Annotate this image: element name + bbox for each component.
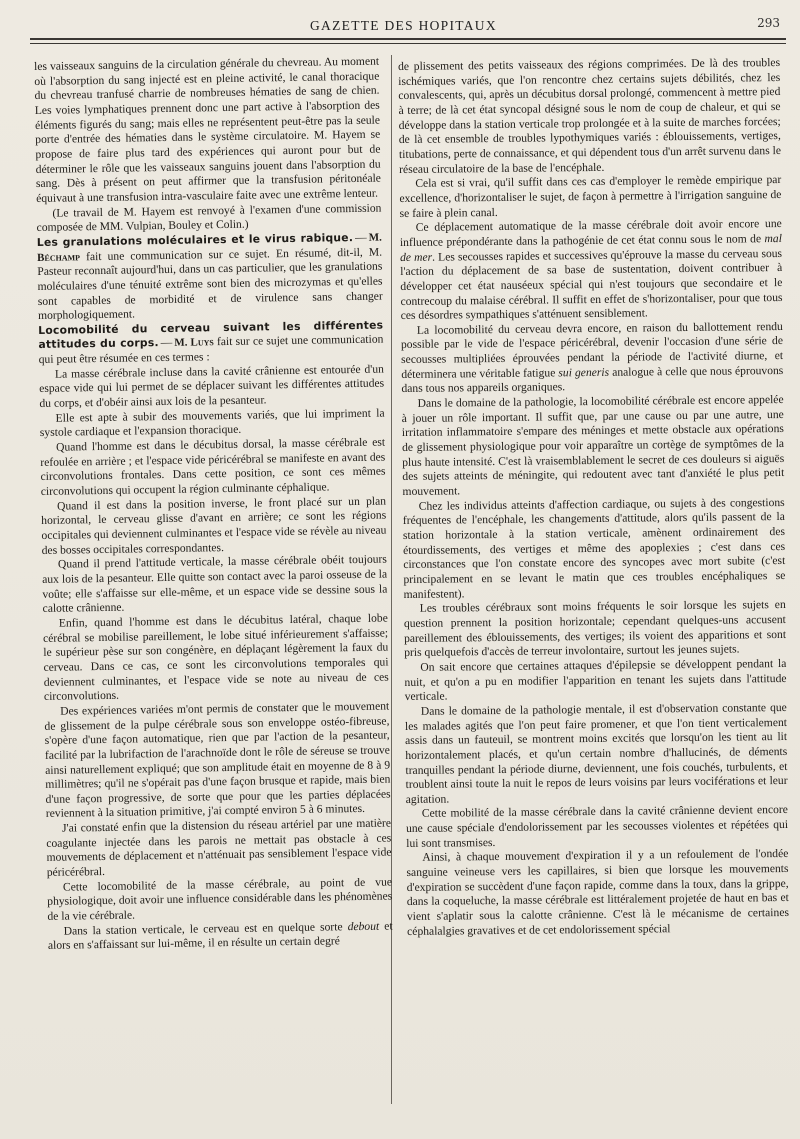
- text-run: Ce déplacement automatique de la masse cérébrale doit avoir encore une influence prépondérante dans la pathogénie de cet état connu sous le nom de: [399, 217, 782, 249]
- masthead-title: GAZETTE DES HOPITAUX: [310, 18, 497, 33]
- text-run: La locomobilité du cerveau devra encore, en raison du ballottement rendu possible par le vide de l'espace péricérébral, devenir l'occasion d'une série de secousses multipliées éprouvées pendant la période de l'activité diurne, et déterminera une véritable fatigue: [400, 319, 784, 381]
- paragraph: Dans le domaine de la pathologie, la locomobilité cérébrale est encore appelée à jouer un rôle important. Il suffit que, par une cause ou par une autre, une irritation inflammatoire s'empare des méninges et mette obstacle aux opérations de glissement physiologique pour voir apparaître un cortège de symptômes de la plus haute intensité. C'est là vraisemblablement le secret de ces douleurs si aiguës des sujets atteints de méningite, qui redoutent avec tant d'anxiété le plus petit mouvement.: [401, 393, 785, 499]
- text-run: et alors en s'affaissant sur lui-même, il en résulte un certain degré: [47, 919, 393, 953]
- section-title: Locomobilité du cerveau suivant les différentes attitudes du corps.: [38, 318, 384, 352]
- left-column: [34, 55, 396, 1135]
- text-run: Dans la station verticale, le cerveau est en quelque sorte: [63, 919, 343, 938]
- section-granulations: [37, 230, 383, 323]
- header-rule-thick: [30, 38, 786, 40]
- paragraph: Cela est si vrai, qu'il suffit dans ces cas d'employer le remède empirique par excellence, d'horizontaliser le sujet, de façon à permettre à l'irrigation sanguine de se faire à plein canal.: [399, 173, 782, 220]
- page-number: 293: [757, 16, 780, 30]
- paragraph: Chez les individus atteints d'affection cardiaque, ou sujets à des congestions fréquentes de l'encéphale, les changements d'attitude, alors qu'ils passent de la station horizontale à la station verticale, amènent ordinairement des étourdissements, des vertiges et même des apoplexies ; c'est dans ces circonstances que l'on constate encore des syncopes avec mort subite (c'est principalement en se levant le matin que ces troubles encéphaliques se manifestent).: [402, 495, 786, 601]
- section-text: fait une communication sur ce sujet. En résumé, dit-il, M. Pasteur reconnaît aujourd'hui, dans un cas particulier, que les granulations moléculaires d'une ténuité extrême sont bien des microzymas et qu'elles sont capables de morbidité et de virulence sans changer morphologiquement.: [37, 245, 383, 323]
- paragraph: Quand il prend l'attitude verticale, la masse cérébrale obéit toujours aux lois de la pesanteur. Elle quitte son contact avec la paroi osseuse de la voûte; elle s'affaisse sur elle-même, et un espace vide se dessine sous la calotte crânienne.: [42, 552, 388, 616]
- paragraph: [400, 217, 783, 324]
- paragraph: Dans le domaine de la pathologie mentale, il est d'observation constante que les malades agités que l'on peut faire promener, et que l'on tient verticalement assis dans un fauteuil, se montrent moins excités que lorsqu'on les tient au lit horizontalement placés, et qu'un certain nombre d'hallucinés, de déments tranquilles pendant la période diurne, deviennent, une fois couchés, turbulents, et troublent ainsi toute la nuit le repos de leurs voisins par leurs vociférations et leur agitation.: [404, 700, 788, 806]
- italic-text: sui generis: [558, 365, 610, 380]
- section-locomobilite: [38, 318, 384, 367]
- paragraph: (Le travail de M. Hayem est renvoyé à l'examen d'une commission composée de MM. Vulpian, Bouley et Colin.): [36, 201, 382, 235]
- header-rule-thin: [30, 43, 786, 44]
- paragraph: de plissement des petits vaisseaux des régions comprimées. De là des troubles ischémiques variés, que l'on rencontre chez certains sujets débilités, chez les convalescents, qui, après un décubitus dorsal prolongé, commencent à mettre pied à terre; de là cet état syncopal désigné sous le nom de coup de chaleur, et qui se développe dans la station verticale trop prolongée et à la suite de marches forcées; de là cet ensemble de troubles lypothymiques variés : éblouissements, vertiges, titubations, perte de connaissance, et qui dépendent tous d'un arrêt survenu dans le réseau circulatoire de la base de l'encéphale.: [398, 55, 782, 176]
- author-name: M. Béchamp: [37, 231, 382, 264]
- section-text: fait sur ce sujet une communication qui peut être résumée en ces termes :: [38, 333, 384, 367]
- text-run: . Les secousses rapides et successives qu'éprouve la masse du cerveau sous l'action du déplacement de sa base de sustentation, doivent contribuer à développer cet état nauséeux spécial qui n'est toujours que secondaire et le contrecoup du malaise cérébral. Il suffit en effet de s'horizontaliser, pour que tous ces désordres sympathiques s'atténuent sensiblement.: [400, 246, 783, 323]
- separator-dash: —: [160, 336, 173, 350]
- paragraph: Cette mobilité de la masse cérébrale dans la cavité crânienne devient encore une cause spéciale d'endolorissement par les secousses violentes et répétées qui lui sont transmises.: [405, 803, 789, 850]
- right-column: [398, 56, 791, 1135]
- paragraph: Quand l'homme est dans le décubitus dorsal, la masse cérébrale est refoulée en arrière ; et l'espace vide péricérébral se manifeste en avant des circonvolutions frontales. Dans cette position, ce sont ces mêmes circonvolutions qui occupent la région culminante céphalique.: [40, 435, 386, 498]
- italic-text: mal de mer: [399, 231, 782, 264]
- paragraph: Elle est apte à subir des mouvements variés, que lui impriment la systole cardiaque et l'expansion thoracique.: [39, 406, 385, 440]
- paragraph: Les troubles cérébraux sont moins fréquents le soir lorsque les sujets en question prennent la position horizontale; cependant quelques-uns accusent pareillement des éblouissements, des vertiges; ils voient des apparitions et sont pris quelquefois d'accès de terreur involontaire, surtout les jeunes sujets.: [403, 598, 787, 660]
- paragraph: Enfin, quand l'homme est dans le décubitus latéral, chaque lobe cérébral se mobilise pareillement, le lobe situé inférieurement s'affaisse; le supérieur pèse sur son congénère, en déplaçant légèrement la faux du cerveau. Dans ce cas, ce sont les circonvolutions temporales qui deviennent culminantes, et l'espace vide se note au niveau de ces circonvolutions.: [42, 611, 389, 704]
- paragraph: Quand il est dans la position inverse, le front placé sur un plan horizontal, le cerveau glisse d'avant en arrière; ce sont les régions occipitales qui deviennent culminantes et l'espace vide se révèle au niveau des bosses occipitales correspondantes.: [41, 494, 387, 557]
- paragraph: La masse cérébrale incluse dans la cavité crânienne est entourée d'un espace vide qui lui permet de se déplacer suivant les différentes attitudes du corps, et d'obéir ainsi aux lois de la pesanteur.: [39, 362, 385, 411]
- separator-dash: —: [354, 230, 367, 244]
- paragraph: Ainsi, à chaque mouvement d'expiration il y a un refoulement de l'ondée sanguine veineuse vers les capillaires, si bien que lorsque les mouvements d'expiration se succèdent d'une façon rapide, comme dans la toux, dans la grippe, dans la coqueluche, la masse cérébrale est littéralement projetée de haut en bas et vient s'aplatir sous la calotte crânienne. C'est là le mécanisme de certaines céphalalgies gravatives et de cet endolorissement spécial: [406, 847, 790, 938]
- paragraph: Cette locomobilité de la masse cérébrale, au point de vue physiologique, doit avoir une influence considérable dans les phénomènes de la vie cérébrale.: [47, 875, 393, 923]
- paragraph: Des expériences variées m'ont permis de constater que le mouvement de glissement de la pulpe cérébrale sous son enveloppe ostéo-fibreuse, s'opère d'une façon automatique, rien que par l'action de la pesanteur, facilité par la lubrifaction de l'arachnoïde dont le rôle de séreuse se trouve ainsi naturellement expliqué; que son amplitude était en moyenne de 8 à 9 millimètres; qu'il ne s'opérait pas d'une façon brusque et rapide, mais bien d'une façon progressive, de sorte que pour que les parties déplacées reviennent à la situation primitive, j'ai compté environ 5 à 6 minutes.: [44, 699, 391, 821]
- text-run: analogue à celle que nous éprouvons dans tous nos appareils organiques.: [401, 363, 784, 396]
- paragraph: [401, 320, 784, 397]
- paragraph: J'ai constaté enfin que la distension du réseau artériel par une matière coagulante injectée dans les parois ne mettait pas obstacle à ces mouvements de déplacement et n'atténuait pas sensiblement l'espace vide péricérébral.: [46, 816, 392, 879]
- paragraph: On sait encore que certaines attaques d'épilepsie se développent pendant la nuit, et qu'on a pu en modifier l'apparition en tenant les sujets dans l'attitude verticale.: [404, 656, 787, 704]
- paragraph: [48, 919, 393, 954]
- section-title: Les granulations moléculaires et le virus rabique.: [36, 230, 354, 249]
- italic-text: debout: [347, 919, 380, 933]
- paragraph: les vaisseaux sanguins de la circulation générale du chevreau. Au moment où l'absorption du sang injecté est en pleine activité, le canal thoracique du chevreau tranfusé charrie de nombreuses hématies de sang de chien. Les voies lymphatiques prennent donc une part active à l'absorption des éléments figurés du sang; mais elles ne représentent peut-être pas la seule porte d'entrée des hématies dans le système circulatoire. M. Hayem se propose de faire plus tard des expériences qui auront pour but de déterminer le rôle que les vaisseaux sanguins jouent dans l'absorption du sang. Dès à présent on peut affirmer que la transfusion péritonéale équivaut à une transfusion intra-vasculaire faite avec une extrême lenteur.: [34, 54, 382, 205]
- author-name: M. Luys: [174, 336, 214, 350]
